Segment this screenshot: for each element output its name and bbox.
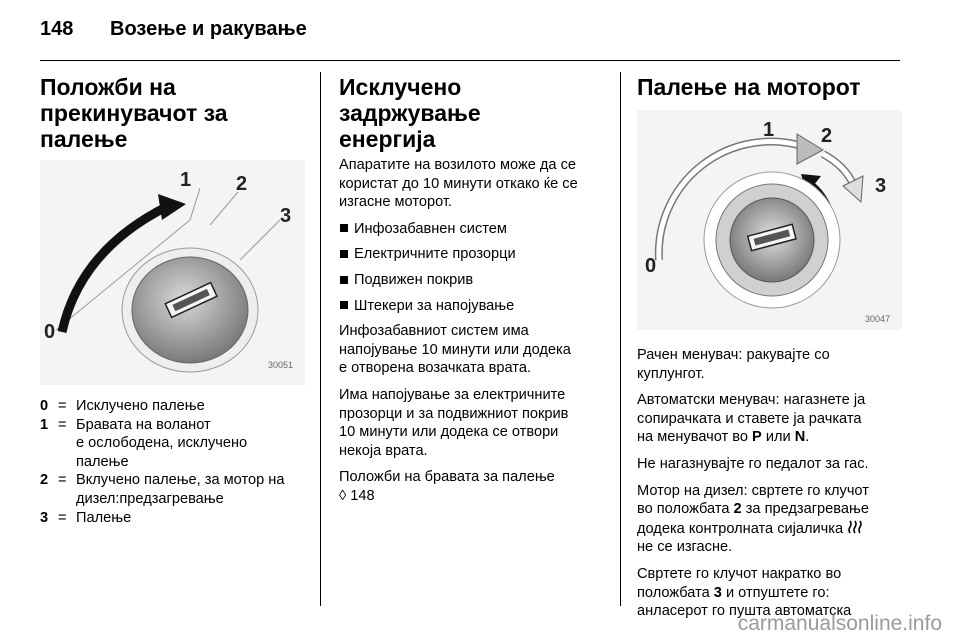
column-engine-start xyxy=(637,74,905,629)
figure2-code: 30047 xyxy=(865,314,891,324)
infotainment-paragraph: Инфозабавниот систем има напојување 10 минути или додека е отворена возачката врата. xyxy=(339,323,571,377)
retained-power-title: Исклучено задржување енергија xyxy=(339,74,481,152)
diesel-paragraph: Мотор на дизел: свртете го клучот во положбата 2 за предзагревање додека контролната сијаличка не се изгасне. xyxy=(637,482,869,556)
manual-gearbox-paragraph: Рачен менувач: ракувајте со куплунгот. xyxy=(637,347,830,382)
reference-arrow-icon: ◊ xyxy=(339,487,347,504)
bullet-square-icon xyxy=(340,250,348,258)
legend-row-0: 0 = Исклучено палење xyxy=(40,398,205,414)
cross-reference[interactable]: Положби на бравата за палење ◊ 148 xyxy=(339,469,555,504)
bullet-square-icon xyxy=(340,301,348,309)
page-number: 148 xyxy=(40,18,74,40)
figure1-label-1: 1 xyxy=(180,169,192,191)
start-paragraph: Свртете го клучот накратко во положбата 3 и отпуштете го: анласерот го пушта автоматска xyxy=(637,565,852,620)
bullet-item: Подвижен покрив xyxy=(339,271,609,290)
engine-start-figure xyxy=(637,110,902,330)
reference-page: 148 xyxy=(350,487,375,504)
figure2-label-0: 0 xyxy=(645,255,657,277)
bullet-item: Електричните прозорци xyxy=(339,245,609,264)
bullet-item: Инфозабавнен систем xyxy=(339,220,609,239)
header-rule xyxy=(40,60,900,61)
column-divider-2 xyxy=(620,72,621,606)
bullet-item: Штекери за напојување xyxy=(339,297,609,316)
figure1-label-3: 3 xyxy=(280,205,292,227)
section-title: Возење и ракување xyxy=(110,18,307,40)
accelerator-paragraph: Не нагазнувајте го педалот за гас. xyxy=(637,455,869,472)
engine-start-title: Палење на моторот xyxy=(637,74,861,100)
figure1-label-2: 2 xyxy=(236,173,248,195)
bullet-square-icon xyxy=(340,224,348,232)
figure2-label-1: 1 xyxy=(763,119,775,141)
column-retained-power xyxy=(339,74,609,514)
retained-power-intro: Апаратите на возилото може да се користат до 10 минути откако ќе се изгасне моторот. xyxy=(339,157,578,211)
glow-plug-icon xyxy=(847,519,865,535)
page-header xyxy=(40,18,307,41)
ignition-legend xyxy=(40,397,305,527)
column-divider-1 xyxy=(320,72,321,606)
bullet-square-icon xyxy=(340,276,348,284)
figure2-label-2: 2 xyxy=(821,125,833,147)
figure1-code: 30051 xyxy=(268,360,294,370)
automatic-gearbox-paragraph: Автоматски менувач: нагазнете ја сопирачката и ставете ја рачката на менувачот во P или N. xyxy=(637,392,866,446)
ignition-positions-figure xyxy=(40,160,305,385)
column-ignition-positions xyxy=(40,74,305,527)
figure2-label-3: 3 xyxy=(875,175,887,197)
watermark: carmanualsonline.info xyxy=(737,612,942,635)
windows-paragraph: Има напојување за електричните прозорци и за подвижниот покрив 10 минути или додека се отвори некоја врата. xyxy=(339,386,569,459)
ignition-positions-title: Положби на прекинувачот за палење xyxy=(40,74,228,152)
legend-row-2: 2 = Вклучено палење, за мотор на дизел:предзагревање xyxy=(40,472,285,507)
legend-row-1: 1 = Бравата на воланот е ослободена, исклучено палење xyxy=(40,416,248,470)
legend-row-3: 3 = Палење xyxy=(40,509,132,526)
figure1-label-0: 0 xyxy=(44,321,56,343)
